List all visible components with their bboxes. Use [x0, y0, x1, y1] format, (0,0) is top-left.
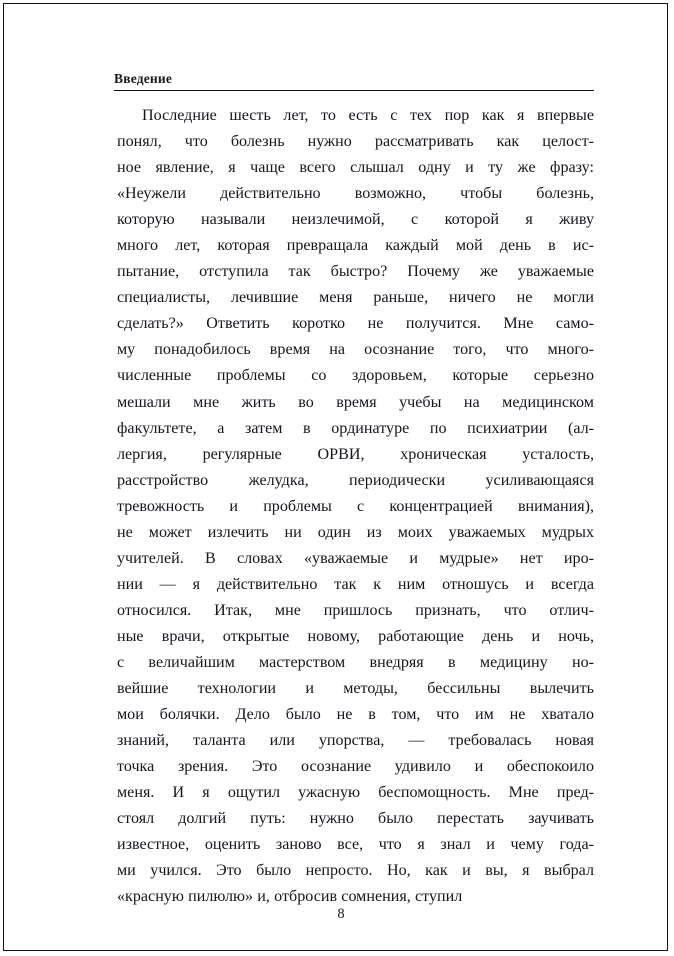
- page-number: 8: [337, 906, 345, 922]
- running-head-label: Введение: [114, 71, 173, 86]
- body-line: мои болячки. Дело было не в том, что им не хватало: [117, 706, 594, 724]
- body-line: му понадобилось время на осознание того, что много-: [117, 341, 594, 359]
- body-line: известное, оценить заново все, что я знал и чему года-: [117, 836, 594, 854]
- folio: [4, 905, 674, 923]
- body-line: вейшие технологии и методы, бессильны вылечить: [117, 680, 594, 698]
- body-line: сделать?» Ответить коротко не получится. Мне само-: [117, 315, 594, 333]
- body-line: стоял долгий путь: нужно было перестать заучивать: [117, 810, 594, 828]
- body-line: нии — я действительно так к ним отношусь и всегда: [117, 575, 594, 593]
- body-line: «красную пилюлю» и, отбросив сомнения, ступил: [117, 888, 463, 906]
- body-line: специалисты, лечившие меня раньше, ничего не могли: [117, 289, 594, 307]
- body-line: точка зрения. Это осознание удивило и обеспокоило: [117, 758, 594, 776]
- running-head-rule: [114, 90, 594, 91]
- body-line: расстройство желудка, периодически усиливающаяся: [117, 471, 594, 489]
- body-line: численные проблемы со здоровьем, которые серьезно: [117, 367, 594, 385]
- body-line: относился. Итак, мне пришлось признать, что отлич-: [117, 601, 594, 619]
- body-line: «Неужели действительно возможно, чтобы болезнь,: [117, 185, 594, 203]
- body-line: меня. И я ощутил ужасную беспомощность. Мне пред-: [117, 784, 594, 802]
- body-line: которую называли неизлечимой, с которой я живу: [117, 211, 594, 229]
- body-line: не может излечить ни один из моих уважаемых мудрых: [117, 523, 594, 541]
- body-paragraph: [117, 103, 594, 910]
- body-line: мешали мне жить во время учебы на медицинском: [117, 393, 594, 411]
- body-line: факультете, а затем в ординатуре по психиатрии (ал-: [117, 419, 594, 437]
- body-line: ные врачи, открытые новому, работающие день и ночь,: [117, 627, 594, 645]
- body-line: ми учился. Это было непросто. Но, как и вы, я выбрал: [117, 862, 594, 880]
- body-line: с величайшим мастерством внедряя в медицину но-: [117, 653, 594, 671]
- body-line: ное явление, я чаще всего слышал одну и ту же фразу:: [117, 159, 594, 177]
- body-line: учителей. В словах «уважаемые и мудрые» нет иро-: [117, 549, 594, 567]
- body-line: Последние шесть лет, то есть с тех пор как я впервые: [142, 107, 594, 124]
- running-head: [114, 70, 594, 91]
- body-text-block: [117, 103, 594, 910]
- body-line: много лет, которая превращала каждый мой день в ис-: [117, 237, 594, 255]
- body-line: понял, что болезнь нужно рассматривать как целост-: [117, 133, 594, 151]
- body-line: лергия, регулярные ОРВИ, хроническая усталость,: [117, 445, 594, 463]
- page-sheet: [3, 3, 668, 951]
- body-line: тревожность и проблемы с концентрацией внимания),: [117, 497, 594, 515]
- body-line: знаний, таланта или упорства, — требовалась новая: [117, 732, 594, 750]
- body-line: пытание, отступила так быстро? Почему же уважаемые: [117, 263, 594, 281]
